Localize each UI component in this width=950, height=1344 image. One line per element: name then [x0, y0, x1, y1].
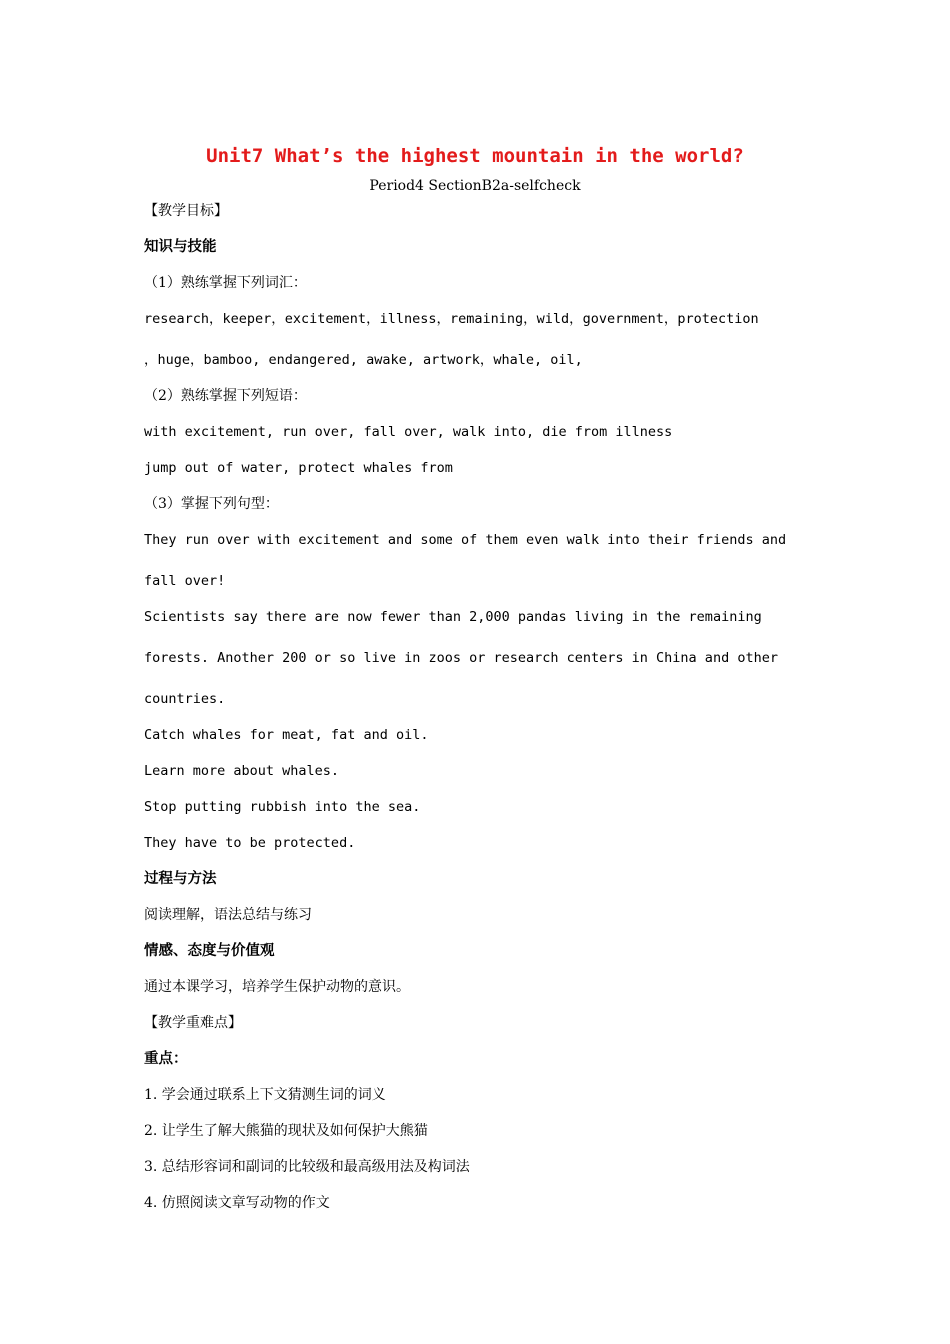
document-title: Unit7 What’s the highest mountain in the world? [206, 145, 744, 167]
section-objectives-heading: 【教学目标】 [144, 203, 228, 219]
key-point-item: 1. 学会通过联系上下文猜测生词的词义 [144, 1087, 386, 1103]
sentence-1-line-2: fall over! [144, 573, 226, 589]
key-point-item: 3. 总结形容词和副词的比较级和最高级用法及构词法 [144, 1159, 470, 1175]
knowledge-heading: 知识与技能 [144, 239, 217, 255]
emotion-heading: 情感、态度与价值观 [144, 943, 275, 959]
phrases-heading: （2）熟练掌握下列短语： [144, 388, 307, 404]
phrases-line-2: jump out of water, protect whales from [144, 460, 453, 476]
vocab-heading: （1）熟练掌握下列词汇： [144, 275, 307, 291]
sentence-1-line-1: They run over with excitement and some of them even walk into their friends and [144, 532, 787, 548]
vocab-line-1: research，keeper，excitement，illness，remaining，wild，government，protection [144, 311, 759, 327]
emotion-text: 通过本课学习，培养学生保护动物的意识。 [144, 979, 410, 995]
process-heading: 过程与方法 [144, 871, 217, 887]
key-point-item: 2. 让学生了解大熊猫的现状及如何保护大熊猫 [144, 1123, 428, 1139]
section-key-points-heading: 【教学重难点】 [144, 1015, 242, 1031]
document-subtitle: Period4 SectionB2a-selfcheck [369, 178, 581, 194]
vocab-line-2: ，huge，bamboo, endangered, awake, artwork，whale, oil, [144, 352, 583, 368]
phrases-line-1: with excitement, run over, fall over, walk into, die from illness [144, 424, 673, 440]
sentence-4: Learn more about whales. [144, 763, 340, 779]
sentence-5: Stop putting rubbish into the sea. [144, 799, 421, 815]
sentence-2-line-3: countries. [144, 691, 226, 707]
sentence-3: Catch whales for meat, fat and oil. [144, 727, 429, 743]
process-text: 阅读理解，语法总结与练习 [144, 907, 312, 923]
sentence-6: They have to be protected. [144, 835, 356, 851]
key-heading: 重点： [144, 1051, 188, 1067]
sentence-2-line-2: forests. Another 200 or so live in zoos or research centers in China and other [144, 650, 778, 666]
sentences-heading: （3）掌握下列句型： [144, 496, 279, 512]
key-point-item: 4. 仿照阅读文章写动物的作文 [144, 1195, 330, 1211]
sentence-2-line-1: Scientists say there are now fewer than 2,000 pandas living in the remaining [144, 609, 762, 625]
